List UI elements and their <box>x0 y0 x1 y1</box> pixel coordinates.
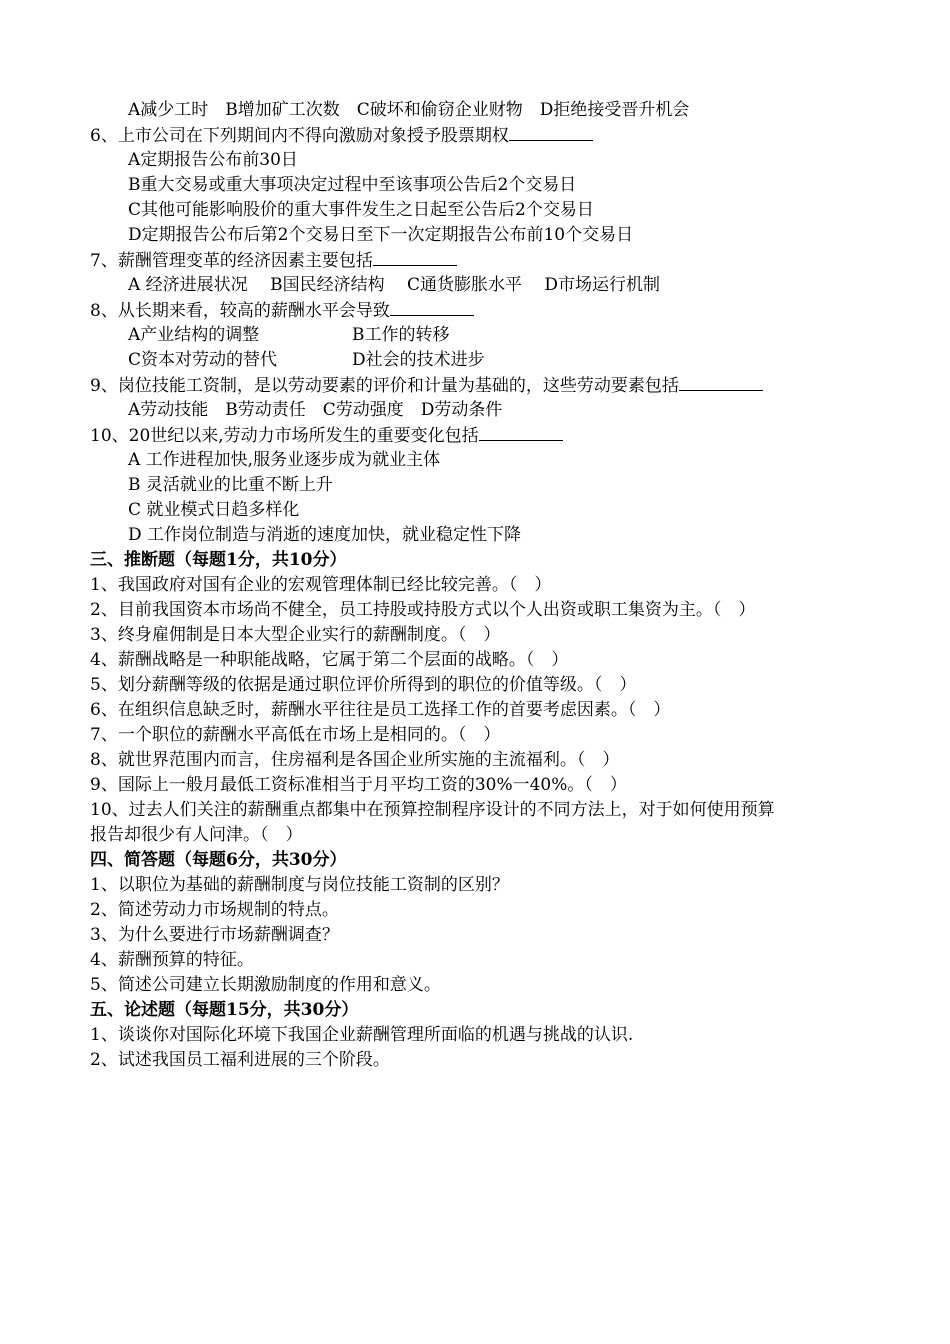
q6-question <box>90 123 593 148</box>
q8-option-a: A产业结构的调整 <box>128 325 260 345</box>
section3-title: 三、推断题（每题1分，共10分） <box>90 550 347 570</box>
q8-stem: 8、从长期来看，较高的薪酬水平会导致 <box>90 301 390 321</box>
essay-item: 1、谈谈你对国际化环境下我国企业薪酬管理所面临的机遇与挑战的认识. <box>90 1025 634 1045</box>
q8-option-d: D社会的技术进步 <box>352 350 485 370</box>
judgment-item: 4、薪酬战略是一种职能战略，它属于第二个层面的战略。（ ） <box>90 650 569 670</box>
q6-option-c: C其他可能影响股价的重大事件发生之日起至公告后2个交易日 <box>128 200 594 220</box>
q8-option-c: C资本对劳动的替代 <box>128 350 278 370</box>
q8-option-b: B工作的转移 <box>352 325 450 345</box>
section4-title: 四、简答题（每题6分，共30分） <box>90 850 347 870</box>
judgment-item: 7、一个职位的薪酬水平高低在市场上是相同的。（ ） <box>90 725 501 745</box>
answer-blank <box>390 298 474 316</box>
judgment-item: 5、划分薪酬等级的依据是通过职位评价所得到的职位的价值等级。（ ） <box>90 675 637 695</box>
judgment-item: 3、终身雇佣制是日本大型企业实行的薪酬制度。（ ） <box>90 625 501 645</box>
judgment-item-continued: 报告却很少有人问津。（ ） <box>90 825 303 845</box>
q10-question <box>90 423 563 448</box>
q6-option-b: B重大交易或重大事项决定过程中至该事项公告后2个交易日 <box>128 175 577 195</box>
q10-option-c: C 就业模式日趋多样化 <box>128 500 300 520</box>
answer-blank <box>679 373 763 391</box>
q9-options: A劳动技能 B劳动责任 C劳动强度 D劳动条件 <box>128 400 503 420</box>
judgment-item: 8、就世界范围内而言，住房福利是各国企业所实施的主流福利。（ ） <box>90 750 620 770</box>
q9-question <box>90 373 763 398</box>
judgment-item: 6、在组织信息缺乏时，薪酬水平往往是员工选择工作的首要考虑因素。（ ） <box>90 700 671 720</box>
short-answer-item: 3、为什么要进行市场薪酬调查？ <box>90 925 339 945</box>
q10-stem: 10、20世纪以来,劳动力市场所发生的重要变化包括 <box>90 426 479 446</box>
judgment-item: 2、目前我国资本市场尚不健全，员工持股或持股方式以个人出资或职工集资为主。（ ） <box>90 600 756 620</box>
q6-option-d: D定期报告公布后第2个交易日至下一次定期报告公布前10个交易日 <box>128 225 634 245</box>
section5-title: 五、论述题（每题15分，共30分） <box>90 1000 359 1020</box>
q6-option-a: A定期报告公布前30日 <box>128 150 298 170</box>
short-answer-item: 5、简述公司建立长期激励制度的作用和意义。 <box>90 975 441 995</box>
q7-question <box>90 248 457 273</box>
q10-option-b: B 灵活就业的比重不断上升 <box>128 475 333 495</box>
q9-stem: 9、岗位技能工资制，是以劳动要素的评价和计量为基础的，这些劳动要素包括 <box>90 376 679 396</box>
q10-option-d: D 工作岗位制造与消逝的速度加快，就业稳定性下降 <box>128 525 522 545</box>
q5-options: A减少工时 B增加矿工次数 C破坏和偷窃企业财物 D拒绝接受晋升机会 <box>128 100 690 120</box>
answer-blank <box>509 123 593 141</box>
q7-options: A 经济进展状况 B国民经济结构 C通货膨胀水平 D市场运行机制 <box>128 275 661 295</box>
short-answer-item: 2、简述劳动力市场规制的特点。 <box>90 900 339 920</box>
answer-blank <box>373 248 457 266</box>
short-answer-item: 4、薪酬预算的特征。 <box>90 950 254 970</box>
essay-item: 2、试述我国员工福利进展的三个阶段。 <box>90 1050 390 1070</box>
judgment-item: 10、过去人们关注的薪酬重点都集中在预算控制程序设计的不同方法上，对于如何使用预算 <box>90 800 775 820</box>
judgment-item: 9、国际上一般月最低工资标准相当于月平均工资的30%一40%。（ ） <box>90 775 627 795</box>
q10-option-a: A 工作进程加快,服务业逐步成为就业主体 <box>128 450 441 470</box>
q7-stem: 7、薪酬管理变革的经济因素主要包括 <box>90 251 373 271</box>
answer-blank <box>479 423 563 441</box>
judgment-item: 1、我国政府对国有企业的宏观管理体制已经比较完善。（ ） <box>90 575 552 595</box>
short-answer-item: 1、以职位为基础的薪酬制度与岗位技能工资制的区别？ <box>90 875 509 895</box>
q6-stem: 6、上市公司在下列期间内不得向激励对象授予股票期权 <box>90 126 509 146</box>
q8-question <box>90 298 474 323</box>
